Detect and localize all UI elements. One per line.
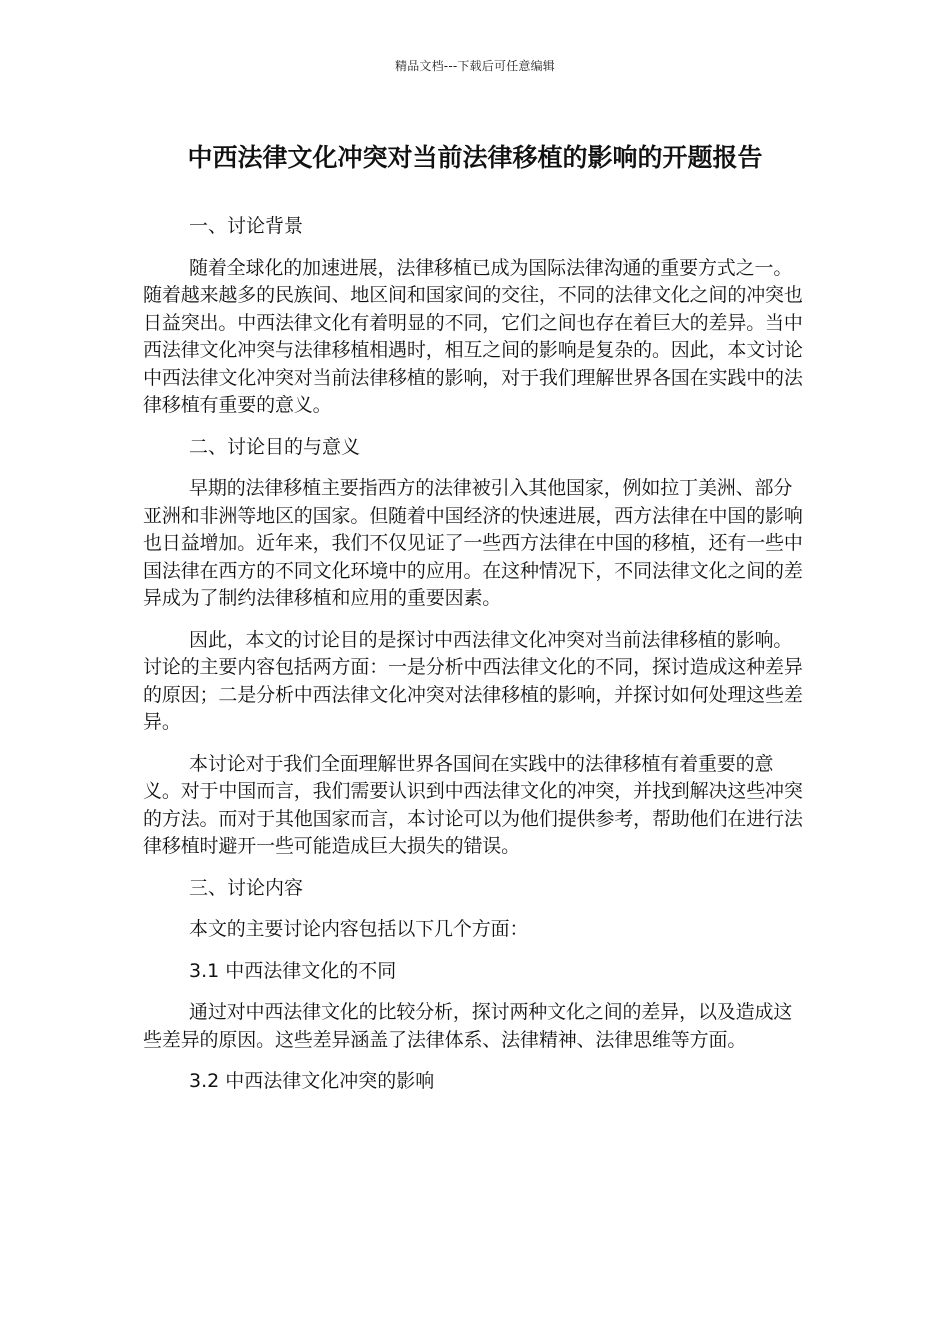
paragraph-purpose-2: 因此，本文的讨论目的是探讨中西法律文化冲突对当前法律移植的影响。讨论的主要内容包括两方面：一是分析中西法律文化的不同，探讨造成这种差异的原因；二是分析中西法律文化冲突对法律移植的影响，并探讨如何处理这些差异。 [143,628,803,733]
page-header-note: 精品文档---下载后可任意编辑 [395,59,555,73]
subsection-heading-3-1: 3.1 中西法律文化的不同 [189,959,397,982]
paragraph-content-intro: 本文的主要讨论内容包括以下几个方面： [189,918,529,940]
paragraph-background: 随着全球化的加速进展，法律移植已成为国际法律沟通的重要方式之一。随着越来越多的民族间、地区间和国家间的交往，不同的法律文化之间的冲突也日益突出。中西法律文化有着明显的不同，它们之间也存在着巨大的差异。当中西法律文化冲突与法律移植相遇时，相互之间的影响是复杂的。因此，本文讨论中西法律文化冲突对当前法律移植的影响，对于我们理解世界各国在实践中的法律移植有重要的意义。 [143,256,803,416]
paragraph-purpose-3: 本讨论对于我们全面理解世界各国间在实践中的法律移植有着重要的意义。对于中国而言，我们需要认识到中西法律文化的冲突，并找到解决这些冲突的方法。而对于其他国家而言，本讨论可以为他们提供参考，帮助他们在进行法律移植时避开一些可能造成巨大损失的错误。 [143,752,803,857]
section-heading-background: 一、讨论背景 [189,215,304,237]
paragraph-3-1: 通过对中西法律文化的比较分析，探讨两种文化之间的差异，以及造成这些差异的原因。这些差异涵盖了法律体系、法律精神、法律思维等方面。 [143,1001,793,1051]
paragraph-purpose-1: 早期的法律移植主要指西方的法律被引入其他国家，例如拉丁美洲、部分亚洲和非洲等地区的国家。但随着中国经济的快速进展，西方法律在中国的影响也日益增加。近年来，我们不仅见证了一些西方法律在中国的移植，还有一些中国法律在西方的不同文化环境中的应用。在这种情况下，不同法律文化之间的差异成为了制约法律移植和应用的重要因素。 [143,477,803,609]
section-heading-purpose: 二、讨论目的与意义 [189,435,361,458]
section-heading-content: 三、讨论内容 [189,876,304,899]
document-body [143,213,803,1110]
subsection-heading-3-2: 3.2 中西法律文化冲突的影响 [189,1070,435,1092]
document-title: 中西法律文化冲突对当前法律移植的影响的开题报告 [187,143,763,172]
